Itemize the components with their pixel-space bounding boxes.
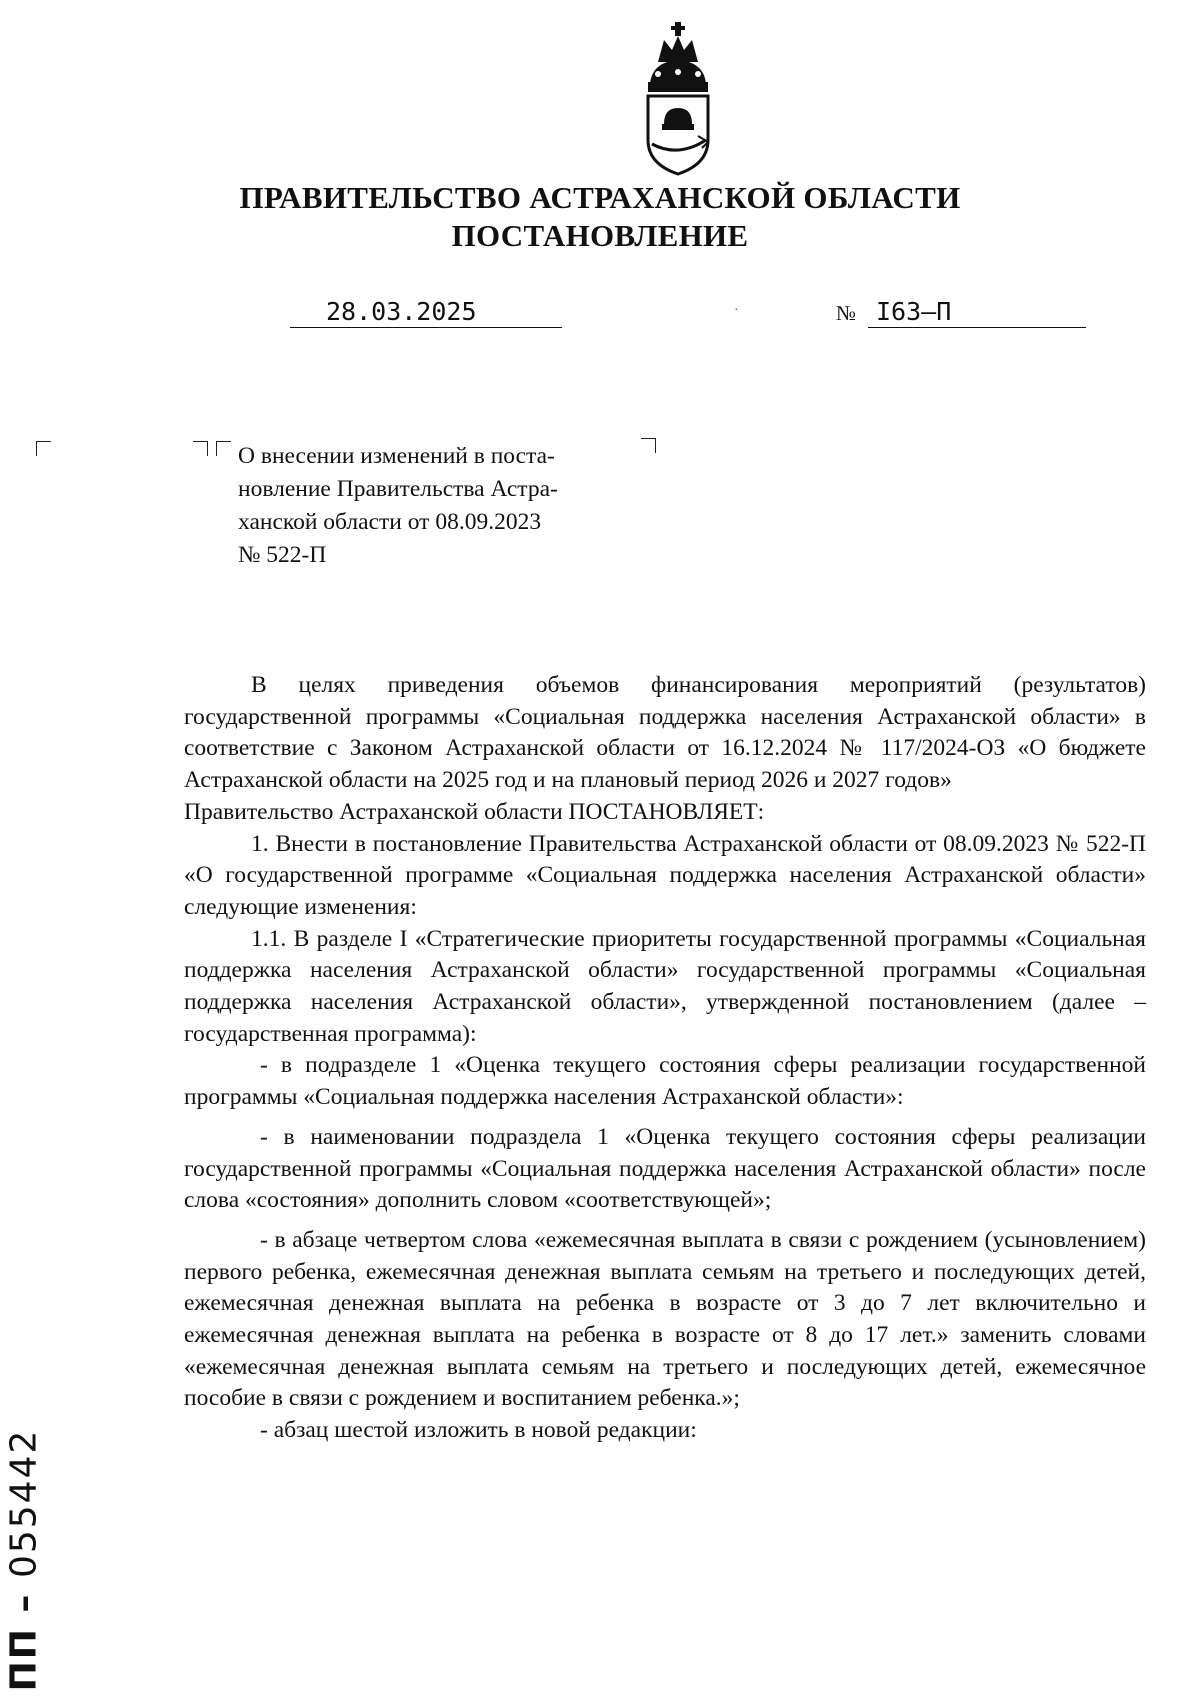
number-sign: № [836,301,857,325]
organization-title: ПРАВИТЕЛЬСТВО АСТРАХАНСКОЙ ОБЛАСТИ [239,180,961,215]
coat-of-arms-emblem [628,22,728,182]
serial-number: 055442 [3,1428,45,1579]
corner-mark-subject-start-a [193,441,208,456]
document-type: ПОСТАНОВЛЕНИЕ [451,218,749,253]
subject-line: О внесении изменений в поста- [238,443,555,469]
subject-line: № 522-П [238,542,327,568]
document-subject [238,440,642,572]
subject-line: новление Правительства Астра- [238,476,558,502]
document-number: I63–П [868,297,1086,328]
body-paragraph: - в подразделе 1 «Оценка текущего состояния сферы реализации государственной программы «Социальная поддержка населения Астраханской области»: [184,1052,1146,1111]
body-paragraph: Правительство Астраханской области ПОСТАНОВЛЯЕТ: [184,798,765,825]
body-paragraph: 1.1. В разделе I «Стратегические приоритеты государственной программы «Социальная поддержка населения Астраханской области» государственной программы «Социальная поддержка населения Астраханской области», утвержденной постановлением (далее – государственная программа): [184,925,1146,1047]
serial-series: ПП [3,1627,45,1692]
corner-mark-subject-end [641,438,656,453]
body-paragraph: 1. Внести в постановление Правительства Астраханской области от 08.09.2023 № 522-П «О государственной программе «Социальная поддержка населения Астраханской области» следующие изменения: [184,830,1146,920]
body-paragraph: - в наименовании подраздела 1 «Оценка текущего состояния сферы реализации государственной программы «Социальная поддержка населения Астраханской области» после слова «состояния» дополнить словом «соответствующей»; [184,1123,1146,1214]
body-paragraph: В целях приведения объемов финансирования мероприятий (результатов) государственной программы «Социальная поддержка населения Астраханской области» в соответствие с Законом Астраханской области от 16.12.2024 № 117/2024-ОЗ «О бюджете Астраханской области на 2025 год и на плановый период 2026 и 2027 годов» [184,672,1146,794]
corner-mark-left [36,441,51,456]
document-date: 28.03.2025 [290,297,562,328]
scan-dot-mark: · [734,303,739,318]
body-paragraph: - в абзаце четвертом слова «ежемесячная выплата в связи с рождением (усыновлением) первого ребенка, ежемесячная денежная выплата семьям на третьего и последующих детей, ежемесячная денежная выплата на ребенка в возрасте от 3 до 7 лет включительно и ежемесячная денежная выплата на ребенка в возрасте от 8 до 17 лет.» заменить словами «ежемесячная денежная выплата семьям на третьего и последующих детей, ежемесячное пособие в связи с рождением и воспитанием ребенка.»; [184,1226,1146,1412]
body-paragraph: - абзац шестой изложить в новой редакции: [260,1417,697,1444]
serial-separator: – [3,1592,45,1613]
subject-line: ханской области от 08.09.2023 [238,509,542,535]
corner-mark-subject-start-b [216,441,231,456]
document-body [184,670,1146,1447]
